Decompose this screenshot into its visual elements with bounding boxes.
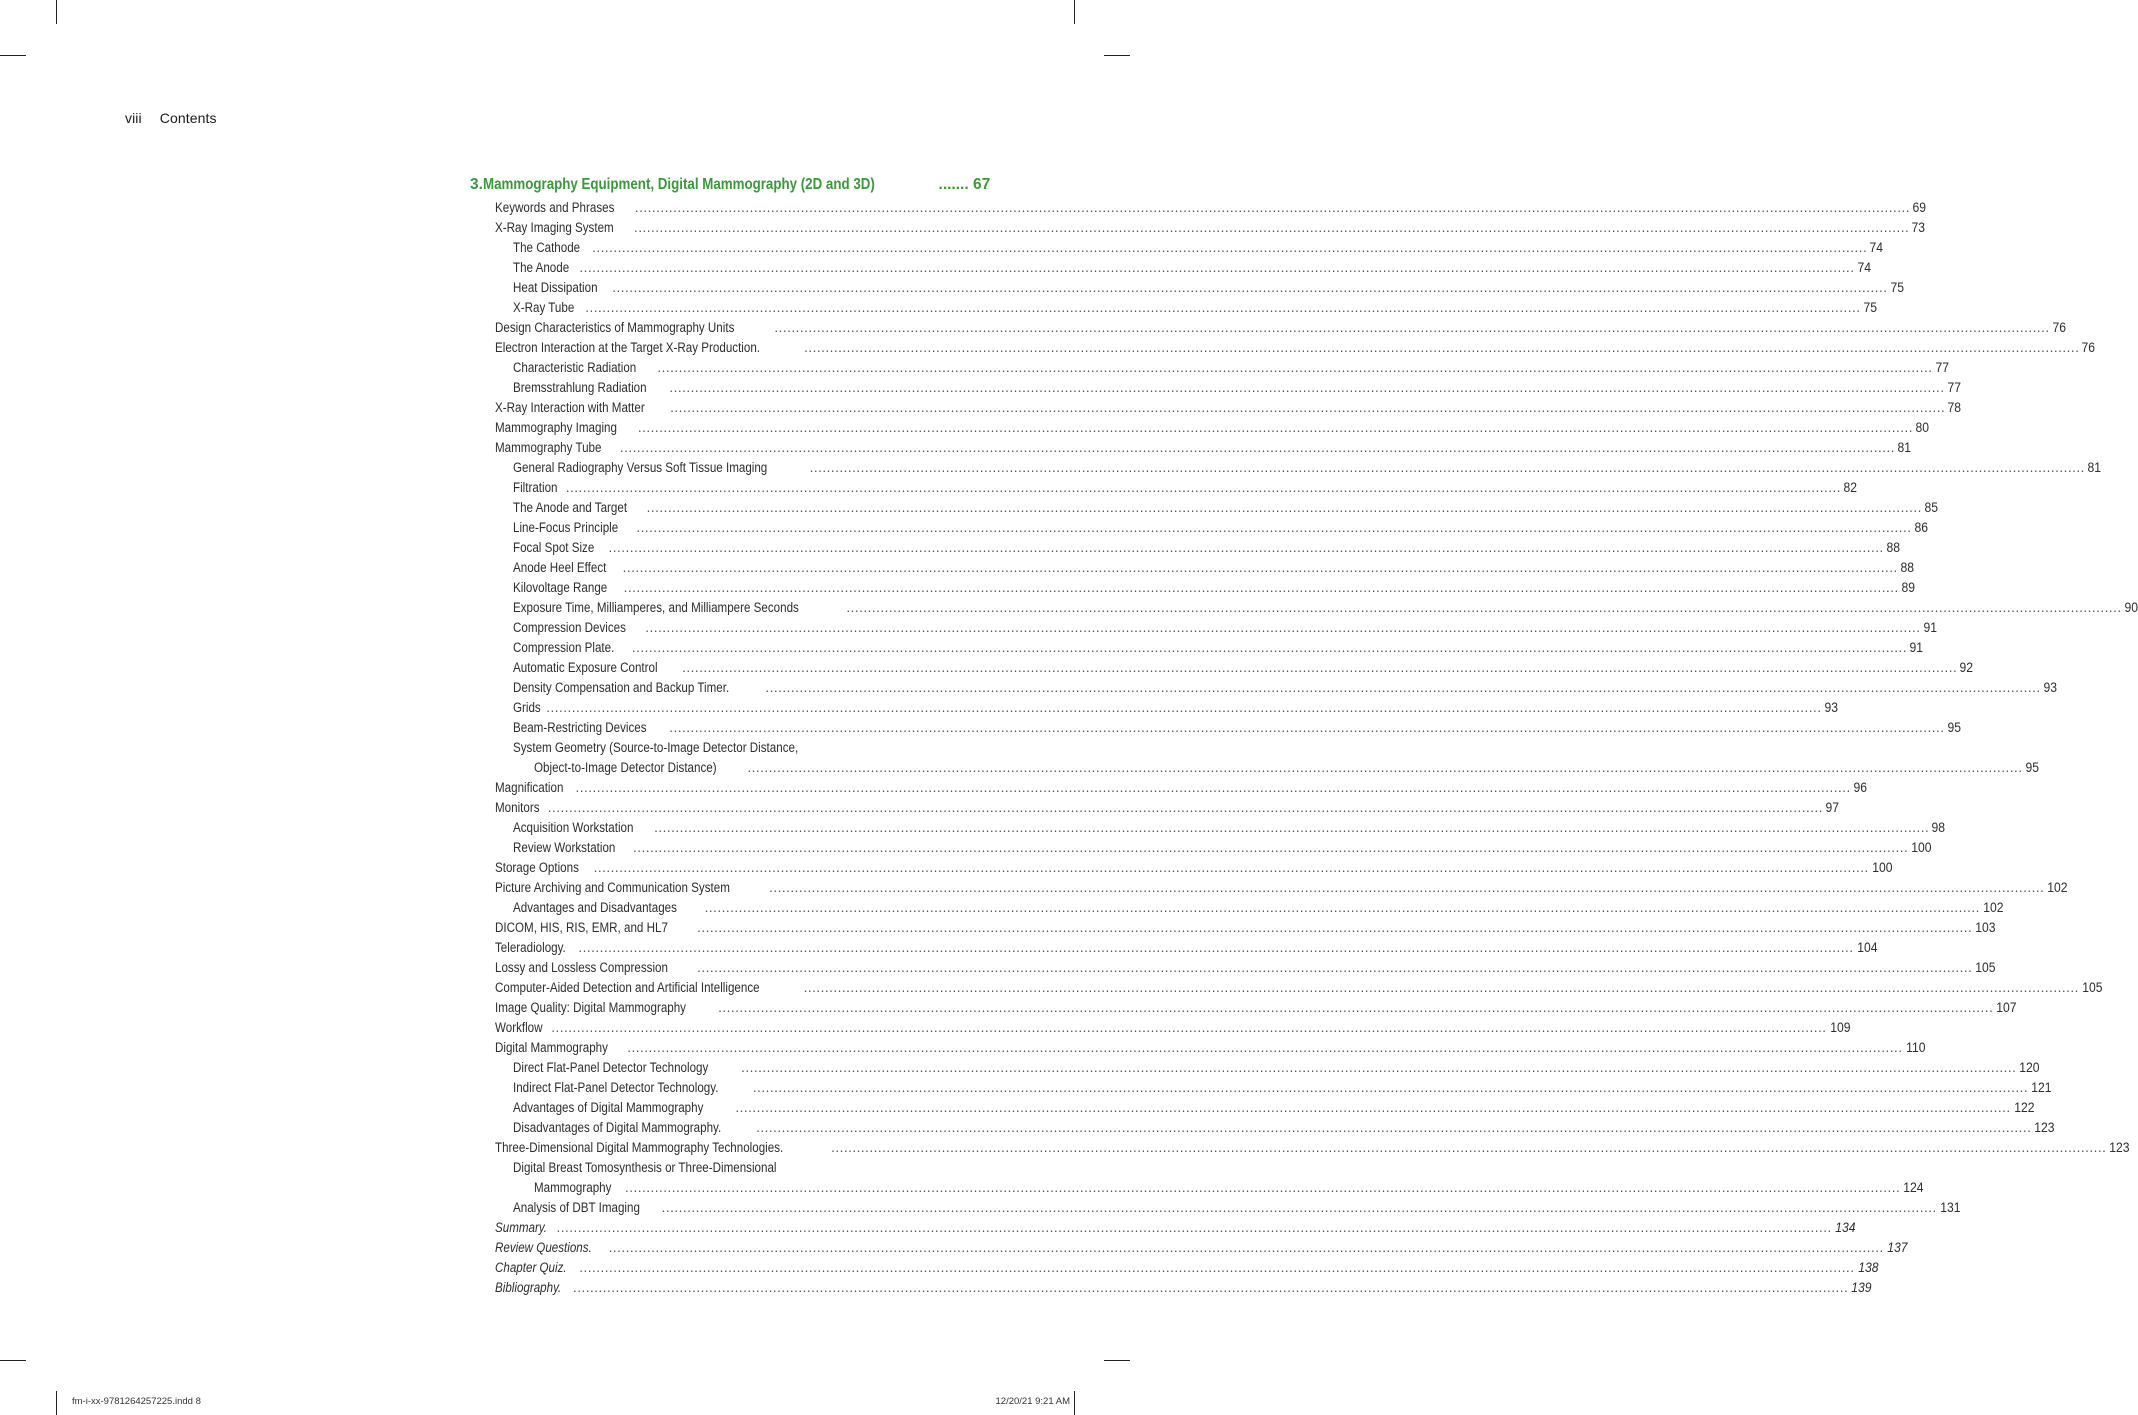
toc-entry[interactable] xyxy=(470,1178,1924,1198)
toc-entry-page: 123 xyxy=(2034,1120,2055,1135)
toc-entry[interactable] xyxy=(470,538,1900,558)
toc-entry[interactable] xyxy=(470,1058,2040,1078)
toc-entry-label: Keywords and Phrases xyxy=(495,200,615,215)
dot-leader: ............................................................................................................................................................................................................................................................................................................ xyxy=(774,320,2050,335)
dot-leader: ............................................................................................................................................................................................................................................................................................................ xyxy=(735,1100,2011,1115)
dot-leader: ............................................................................................................................................................................................................................................................................................................ xyxy=(809,460,2085,475)
toc-entry-page: 122 xyxy=(2013,1100,2035,1115)
toc-entry-label: Review Questions. xyxy=(495,1240,592,1255)
toc-entry-label: Workflow xyxy=(495,1020,543,1035)
toc-entry[interactable] xyxy=(470,618,1937,638)
toc-entry-label: Object-to-Image Detector Distance) xyxy=(534,760,717,775)
toc-entry-page: 86 xyxy=(1914,520,1928,535)
dot-leader: ............................................................................................................................................................................................................................................................................................................ xyxy=(585,300,1861,315)
toc-entry[interactable] xyxy=(470,1218,1856,1238)
crop-mark xyxy=(56,0,57,24)
toc-entry-page: 90 xyxy=(2124,600,2138,615)
toc-entry-label: X-Ray Interaction with Matter xyxy=(495,400,645,415)
chapter-title: Mammography Equipment, Digital Mammography (2D and 3D) xyxy=(482,176,875,193)
toc-entry-page: 75 xyxy=(1890,280,1904,295)
toc-entry[interactable] xyxy=(470,518,1928,538)
dot-leader: ............................................................................................................................................................................................................................................................................................................ xyxy=(670,400,1946,415)
dot-leader: ............................................................................................................................................................................................................................................................................................................ xyxy=(612,280,1888,295)
dot-leader: ............................................................................................................................................................................................................................................................................................................ xyxy=(669,720,1945,735)
toc-entry-page: 95 xyxy=(1947,720,1961,735)
toc-entry-label: Beam-Restricting Devices xyxy=(513,720,647,735)
toc-entry[interactable] xyxy=(470,298,1877,318)
dot-leader: ............................................................................................................................................................................................................................................................................................................ xyxy=(622,560,1898,575)
toc-entry-page: 139 xyxy=(1851,1280,1872,1295)
toc-entry-label: Direct Flat-Panel Detector Technology xyxy=(513,1060,709,1075)
dot-leader: ............................................................................................................................................................................................................................................................................................................ xyxy=(752,1080,2029,1095)
toc-entry-page: 89 xyxy=(1901,580,1915,595)
toc-entry[interactable] xyxy=(470,338,2096,358)
toc-entry-label: Monitors xyxy=(495,800,540,815)
toc-entry-page: 78 xyxy=(1947,400,1962,415)
toc-entry-label: X-Ray Tube xyxy=(513,300,575,315)
running-head xyxy=(125,110,217,126)
toc-entry-page: 74 xyxy=(1869,240,1884,255)
toc-entry[interactable] xyxy=(470,1138,2130,1158)
toc-entry-label: Exposure Time, Milliamperes, and Milliampere Seconds xyxy=(513,600,799,615)
dot-leader: ............................................................................................................................................................................................................................................................................................................ xyxy=(556,1220,1832,1235)
toc-entry-page: 104 xyxy=(1856,940,1878,955)
toc-entry-page: 76 xyxy=(2081,340,2096,355)
dot-leader: ............................................................................................................................................................................................................................................................................................................ xyxy=(625,1180,1901,1195)
toc-entry-label: Electron Interaction at the Target X-Ray Production. xyxy=(495,340,761,355)
toc-entry[interactable] xyxy=(470,1078,2052,1098)
toc-entry-page: 91 xyxy=(1923,620,1937,635)
toc-entry[interactable] xyxy=(470,1098,2035,1118)
toc-entry-page: 93 xyxy=(1824,700,1838,715)
toc-entry[interactable] xyxy=(470,638,1924,658)
toc-entry[interactable] xyxy=(470,398,1962,418)
toc-entry-label: Advantages of Digital Mammography xyxy=(513,1100,704,1115)
toc-entry-label: Heat Dissipation xyxy=(513,280,598,295)
dot-leader: ............................................................................................................................................................................................................................................................................................................ xyxy=(592,240,1868,255)
dot-leader: ............................................................................................................................................................................................................................................................................................................ xyxy=(646,500,1922,515)
toc-entry-page: 69 xyxy=(1912,200,1927,215)
dot-leader: ............................................................................................................................................................................................................................................................................................................ xyxy=(633,840,1909,855)
toc-entry-label: The Cathode xyxy=(513,240,581,255)
crop-mark xyxy=(1074,0,1075,24)
toc-entry-page: 76 xyxy=(2052,320,2066,335)
dot-leader: ............................................................................................................................................................................................................................................................................................................ xyxy=(846,600,2122,615)
toc-entry[interactable] xyxy=(470,1018,1851,1038)
toc-entry-page: 105 xyxy=(2082,980,2103,995)
dot-leader: ............................................................................................................................................................................................................................................................................................................ xyxy=(547,800,1823,815)
dot-leader: ............................................................................................................................................................................................................................................................................................................ xyxy=(756,1120,2032,1135)
toc-entry-page: 124 xyxy=(1903,1180,1924,1195)
toc-entry-label: Magnification xyxy=(495,780,564,795)
toc-entry-label: Anode Heel Effect xyxy=(513,560,607,575)
dot-leader: ............................................................................................................................................................................................................................................................................................................ xyxy=(657,360,1933,375)
toc-entry-page: 73 xyxy=(1911,220,1926,235)
toc-entry-label: Bibliography. xyxy=(495,1280,562,1295)
toc-entry-label: Image Quality: Digital Mammography xyxy=(495,1000,687,1015)
toc-entry-label: General Radiography Versus Soft Tissue Imaging xyxy=(513,460,768,475)
toc-entry-page: 100 xyxy=(1911,840,1932,855)
dot-leader: ............................................................................................................................................................................................................................................................................................................ xyxy=(578,940,1854,955)
dot-leader: ............................................................................................................................................................................................................................................................................................................ xyxy=(741,1060,2017,1075)
dot-leader: ............................................................................................................................................................................................................................................................................................................ xyxy=(645,620,1921,635)
toc-entry[interactable] xyxy=(470,378,1961,398)
toc-entry-page: 81 xyxy=(2087,460,2101,475)
toc-entry[interactable] xyxy=(470,318,2066,338)
toc-entry[interactable] xyxy=(470,238,1884,258)
toc-entry[interactable] xyxy=(470,418,1930,438)
toc-entry-label: Storage Options xyxy=(495,860,579,875)
toc-entry-label: Digital Mammography xyxy=(495,1040,608,1055)
toc-entry-label: Lossy and Lossless Compression xyxy=(495,960,668,975)
toc-entry[interactable] xyxy=(470,1238,1908,1258)
chapter-number: 3. xyxy=(470,176,483,193)
chapter-page xyxy=(939,172,991,198)
toc-entry-label: Automatic Exposure Control xyxy=(513,660,658,675)
slug-filename: fm-i-xx-9781264257225.indd 8 xyxy=(72,1396,201,1407)
toc-entry-label: Digital Breast Tomosynthesis or Three-Dimensional xyxy=(513,1160,777,1175)
toc-entry-label: Mammography xyxy=(534,1180,612,1195)
toc-entry-label: X-Ray Imaging System xyxy=(495,220,614,235)
dot-leader: ............................................................................................................................................................................................................................................................................................................ xyxy=(634,200,1911,215)
toc-entry-page: 98 xyxy=(1931,820,1946,835)
toc-entry-page: 107 xyxy=(1996,1000,2017,1015)
crop-mark xyxy=(1074,1391,1075,1415)
toc-entry[interactable] xyxy=(470,1278,1872,1298)
toc-entry-label: Mammography Imaging xyxy=(495,420,617,435)
toc-entry-label: Density Compensation and Backup Timer. xyxy=(513,680,730,695)
dot-leader: ............................................................................................................................................................................................................................................................................................................ xyxy=(634,220,1910,235)
toc-entry-label: Grids xyxy=(513,700,541,715)
toc-entry-page: 138 xyxy=(1857,1260,1879,1275)
toc-entry-page: 102 xyxy=(2047,880,2068,895)
toc-entry[interactable] xyxy=(470,498,1938,518)
toc-entry-page: 123 xyxy=(2109,1140,2130,1155)
slug-datetime: 12/20/21 9:21 AM xyxy=(995,1396,1070,1407)
toc-entry-list xyxy=(470,198,2138,1298)
toc-entry-label: Acquisition Workstation xyxy=(513,820,634,835)
toc-entry-label: Three-Dimensional Digital Mammography Technologies. xyxy=(495,1140,784,1155)
toc-entry[interactable] xyxy=(470,838,1932,858)
chapter-heading[interactable] xyxy=(470,172,991,198)
dot-leader: ............................................................................................................................................................................................................................................................................................................ xyxy=(765,680,2041,695)
dot-leader: ............................................................................................................................................................................................................................................................................................................ xyxy=(704,900,1980,915)
toc-entry-page: 85 xyxy=(1924,500,1938,515)
toc-entry-label: Picture Archiving and Communication System xyxy=(495,880,730,895)
toc-entry-label: Summary. xyxy=(495,1220,548,1235)
toc-entry-page: 105 xyxy=(1975,960,1996,975)
toc-entry-label: Kilovoltage Range xyxy=(513,580,608,595)
toc-entry[interactable] xyxy=(470,978,2103,998)
dot-leader: ............................................................................................................................................................................................................................................................................................................ xyxy=(546,700,1822,715)
toc-entry[interactable] xyxy=(470,718,1961,738)
toc-entry-label: Compression Devices xyxy=(513,620,626,635)
toc-entry[interactable] xyxy=(470,1198,1961,1218)
dot-leader: ............................................................................................................................................................................................................................................................................................................ xyxy=(619,440,1896,455)
toc-entry-page: 81 xyxy=(1897,440,1912,455)
toc-entry-page: 97 xyxy=(1825,800,1840,815)
toc-entry-page: 80 xyxy=(1915,420,1930,435)
toc-entry[interactable] xyxy=(470,658,1974,678)
toc-entry-label: DICOM, HIS, RIS, EMR, and HL7 xyxy=(495,920,668,935)
running-head-title: Contents xyxy=(159,110,217,126)
toc-entry[interactable] xyxy=(470,458,2101,478)
toc-entry[interactable] xyxy=(470,1258,1879,1278)
toc-entry-page: 134 xyxy=(1835,1220,1856,1235)
toc-entry-label: Characteristic Radiation xyxy=(513,360,637,375)
dot-leader: ............................................................................................................................................................................................................................................................................................................ xyxy=(575,780,1851,795)
toc-entry-label: Focal Spot Size xyxy=(513,540,595,555)
dot-leader: ............................................................................................................................................................................................................................................................................................................ xyxy=(803,980,2079,995)
toc-entry-page: 88 xyxy=(1900,560,1914,575)
dot-leader: ............................................................................................................................................................................................................................................................................................................ xyxy=(682,660,1958,675)
dot-leader: ............................................................................................................................................................................................................................................................................................................ xyxy=(637,420,1914,435)
toc-entry-page: 75 xyxy=(1863,300,1877,315)
toc-entry-page: 77 xyxy=(1947,380,1961,395)
dot-leader: ............................................................................................................................................................................................................................................................................................................ xyxy=(593,860,1869,875)
toc-entry-label: System Geometry (Source-to-Image Detector Distance, xyxy=(513,740,799,755)
toc-entry-page: 100 xyxy=(1872,860,1893,875)
toc-entry[interactable] xyxy=(470,938,1878,958)
dot-leader: ............................................................................................................................................................................................................................................................................................................ xyxy=(631,640,1908,655)
dot-leader: ............................................................................................................................................................................................................................................................................................................ xyxy=(627,1040,1903,1055)
crop-mark xyxy=(1104,1360,1130,1361)
toc-entry-page: 110 xyxy=(1905,1040,1926,1055)
dot-leader: ............................................................................................................................................................................................................................................................................................................ xyxy=(747,760,2023,775)
toc-entry-label: Analysis of DBT Imaging xyxy=(513,1200,640,1215)
toc-entry[interactable] xyxy=(470,698,1838,718)
toc-entry[interactable] xyxy=(470,898,2004,918)
dot-leader: ............................................................................................................................................................................................................................................................................................................ xyxy=(579,260,1855,275)
dot-leader: ............................................................................................................................................................................................................................................................................................................ xyxy=(831,1140,2107,1155)
crop-mark xyxy=(56,1391,57,1415)
dot-leader: ............................................................................................................................................................................................................................................................................................................ xyxy=(551,1020,1827,1035)
toc-entry-label: The Anode and Target xyxy=(513,500,628,515)
toc-entry-label: Computer-Aided Detection and Artificial Intelligence xyxy=(495,980,760,995)
crop-mark xyxy=(0,1360,26,1361)
toc-entry-label: Teleradiology. xyxy=(495,940,566,955)
dot-leader: ............................................................................................................................................................................................................................................................................................................ xyxy=(697,920,1973,935)
dot-leader: ............................................................................................................................................................................................................................................................................................................ xyxy=(804,340,2080,355)
toc-entry[interactable] xyxy=(470,198,1927,218)
toc-entry-label: Bremsstrahlung Radiation xyxy=(513,380,647,395)
toc-entry[interactable] xyxy=(470,758,2039,778)
toc-entry[interactable] xyxy=(470,798,1840,818)
dot-leader: ............................................................................................................................................................................................................................................................................................................ xyxy=(718,1000,1994,1015)
toc-entry[interactable] xyxy=(470,278,1904,298)
crop-mark xyxy=(0,55,26,56)
toc-entry[interactable] xyxy=(470,218,1926,238)
dot-leader: ............................................................................................................................................................................................................................................................................................................ xyxy=(565,480,1841,495)
dot-leader: ............................................................................................................................................................................................................................................................................................................ xyxy=(608,540,1884,555)
toc-entry-page: 82 xyxy=(1843,480,1858,495)
toc-entry-page: 95 xyxy=(2025,760,2039,775)
dot-leader: ............................................................................................................................................................................................................................................................................................................ xyxy=(579,1260,1855,1275)
toc-entry-page: 103 xyxy=(1975,920,1996,935)
toc-entry[interactable] xyxy=(470,438,1912,458)
toc-entry-page: 77 xyxy=(1935,360,1949,375)
toc-entry[interactable] xyxy=(470,818,1946,838)
toc-entry-label: Line-Focus Principle xyxy=(513,520,619,535)
toc-entry[interactable] xyxy=(470,958,1996,978)
toc-entry-label: Filtration xyxy=(513,480,558,495)
toc-entry-label: Review Workstation xyxy=(513,840,616,855)
toc-entry-page: 109 xyxy=(1829,1020,1851,1035)
toc-entry[interactable] xyxy=(470,358,1949,378)
toc-entry-label: Advantages and Disadvantages xyxy=(513,900,677,915)
toc-entry-page: 137 xyxy=(1887,1240,1908,1255)
toc-entry-label: Indirect Flat-Panel Detector Technology. xyxy=(513,1080,719,1095)
toc-entry[interactable] xyxy=(470,738,984,758)
toc-entry[interactable] xyxy=(470,998,2017,1018)
toc-entry[interactable] xyxy=(470,578,1915,598)
toc-entry-label: Disadvantages of Digital Mammography. xyxy=(513,1120,722,1135)
dot-leader: ............................................................................................................................................................................................................................................................................................................ xyxy=(636,520,1912,535)
dot-leader: ............................................................................................................................................................................................................................................................................................................ xyxy=(661,1200,1937,1215)
toc-entry[interactable] xyxy=(470,1118,2055,1138)
dot-leader: ............................................................................................................................................................................................................................................................................................................ xyxy=(697,960,1973,975)
toc-entry[interactable] xyxy=(470,1158,984,1178)
chapter-dots: ....... xyxy=(938,176,969,193)
toc-entry-page: 131 xyxy=(1940,1200,1961,1215)
toc-entry-page: 93 xyxy=(2043,680,2057,695)
dot-leader: ............................................................................................................................................................................................................................................................................................................ xyxy=(769,880,2045,895)
toc-entry-page: 91 xyxy=(1909,640,1924,655)
toc-entry-label: The Anode xyxy=(513,260,570,275)
dot-leader: ............................................................................................................................................................................................................................................................................................................ xyxy=(623,580,1899,595)
toc-entry-page: 121 xyxy=(2031,1080,2052,1095)
table-of-contents xyxy=(470,172,2138,1298)
toc-entry-page: 92 xyxy=(1959,660,1974,675)
toc-entry[interactable] xyxy=(470,598,2138,618)
dot-leader: ............................................................................................................................................................................................................................................................................................................ xyxy=(608,1240,1884,1255)
toc-entry[interactable] xyxy=(470,678,2057,698)
toc-entry-label: Mammography Tube xyxy=(495,440,602,455)
toc-entry-page: 74 xyxy=(1857,260,1871,275)
dot-leader: ............................................................................................................................................................................................................................................................................................................ xyxy=(669,380,1945,395)
dot-leader: ............................................................................................................................................................................................................................................................................................................ xyxy=(573,1280,1849,1295)
crop-mark xyxy=(1104,55,1130,56)
chapter-page-number: 67 xyxy=(972,176,991,193)
toc-entry-label: Chapter Quiz. xyxy=(495,1260,567,1275)
toc-entry-page: 96 xyxy=(1853,780,1867,795)
toc-entry[interactable] xyxy=(470,1038,1926,1058)
toc-entry-page: 102 xyxy=(1983,900,2004,915)
toc-entry-label: Design Characteristics of Mammography Units xyxy=(495,320,735,335)
toc-entry[interactable] xyxy=(470,778,1867,798)
toc-entry-label: Compression Plate. xyxy=(513,640,615,655)
toc-entry-page: 120 xyxy=(2019,1060,2040,1075)
toc-entry[interactable] xyxy=(470,258,1871,278)
toc-entry-page: 88 xyxy=(1886,540,1900,555)
page-folio: viii xyxy=(125,110,142,126)
toc-entry[interactable] xyxy=(470,918,1996,938)
toc-entry[interactable] xyxy=(470,558,1914,578)
toc-entry[interactable] xyxy=(470,878,2068,898)
toc-entry[interactable] xyxy=(470,858,1893,878)
dot-leader: ............................................................................................................................................................................................................................................................................................................ xyxy=(654,820,1930,835)
toc-entry[interactable] xyxy=(470,478,1858,498)
